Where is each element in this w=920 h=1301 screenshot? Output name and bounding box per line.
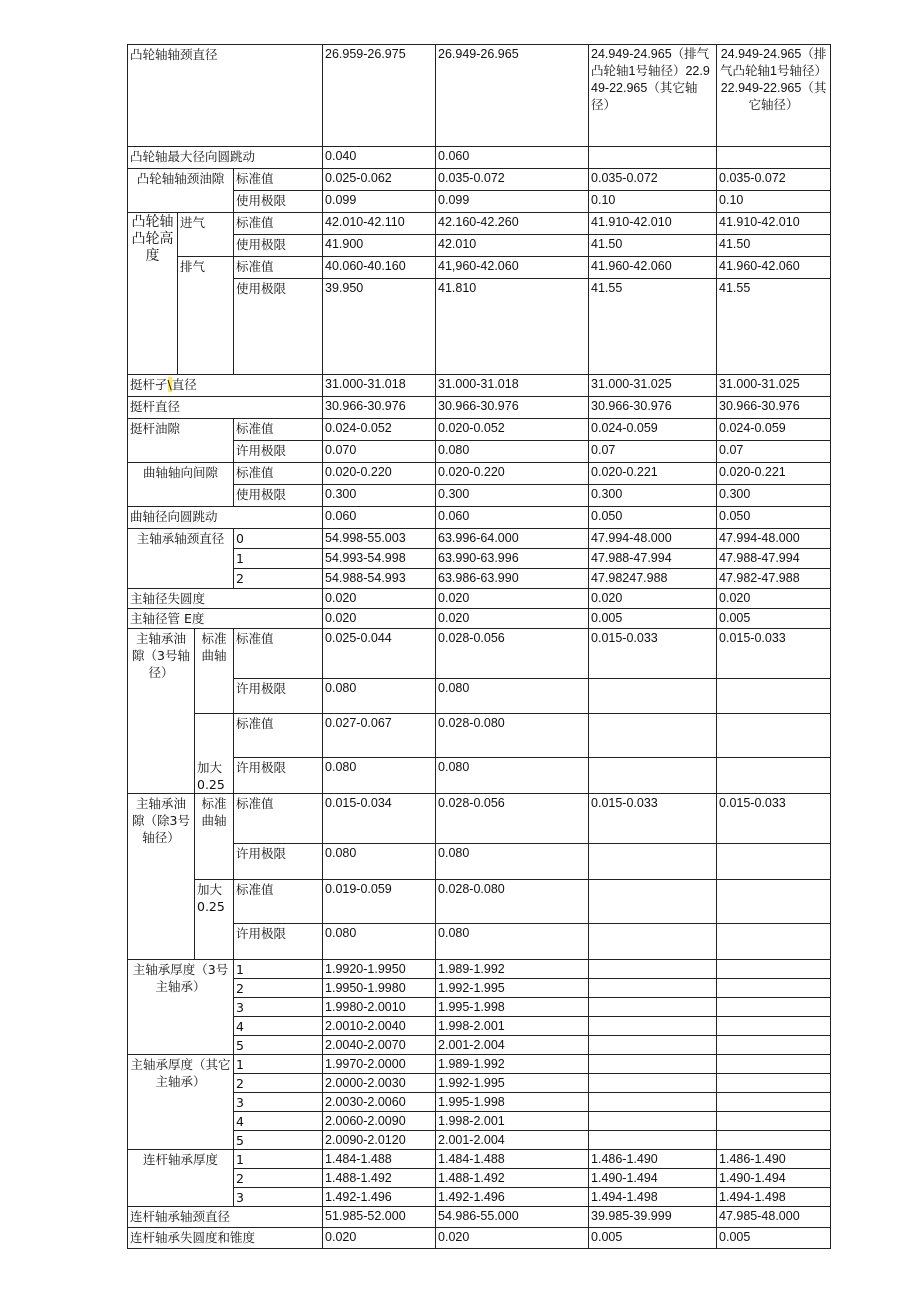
cell: 0.015-0.033: [717, 794, 831, 844]
row-label: 主轴径失圆度: [128, 589, 323, 609]
row-main-journal-1: [128, 549, 831, 569]
cell: 1.998-2.001: [436, 1017, 589, 1036]
cell: 39.985-39.999: [589, 1207, 717, 1228]
sub-label: 标准值: [234, 629, 323, 679]
sub-group-label: 加大0.25: [195, 714, 234, 794]
spec-table: [127, 44, 831, 1249]
sub-label: 4: [234, 1112, 323, 1131]
cell: 2.0090-2.0120: [323, 1131, 436, 1150]
row-rodbearing-1: [128, 1150, 831, 1169]
cell: 54.986-55.000: [436, 1207, 589, 1228]
row-label: [128, 375, 323, 397]
cell: 0.080: [323, 679, 436, 714]
sub-label: 1: [234, 960, 323, 979]
row-main-oil3-over-std: [128, 714, 831, 758]
cell: 0.060: [436, 507, 589, 529]
sub-label: 标准值: [234, 419, 323, 441]
cell: [717, 998, 831, 1017]
sub-group-label: 排气: [178, 257, 234, 375]
cell: 0.005: [589, 1228, 717, 1249]
row-bearingx-3: [128, 1093, 831, 1112]
cell: [717, 979, 831, 998]
cell: 0.005: [717, 609, 831, 629]
cell: 1.992-1.995: [436, 979, 589, 998]
cell: 2.001-2.004: [436, 1131, 589, 1150]
row-label: [128, 609, 323, 629]
cell: 41.50: [717, 235, 831, 257]
cell: 1.494-1.498: [589, 1188, 717, 1207]
cell: 47.988-47.994: [717, 549, 831, 569]
cell: 0.020-0.221: [717, 463, 831, 485]
row-tappet-diameter: [128, 397, 831, 419]
cell: [717, 679, 831, 714]
cell: [589, 960, 717, 979]
cell: 42.160-42.260: [436, 213, 589, 235]
cell: 1.488-1.492: [323, 1169, 436, 1188]
cell: [717, 758, 831, 794]
row-rodbearing-2: [128, 1169, 831, 1188]
row-label: 挺杆油隙: [128, 419, 234, 463]
cell: 1.9950-1.9980: [323, 979, 436, 998]
cell: 47.985-48.000: [717, 1207, 831, 1228]
cell: 63.996-64.000: [436, 529, 589, 549]
cell: 0.020: [717, 589, 831, 609]
row-rod-journal: [128, 1207, 831, 1228]
row-camshaft-oil-limit: [128, 191, 831, 213]
cell: 41.55: [717, 279, 831, 375]
sub-label: 使用极限: [234, 279, 323, 375]
cell: 30.966-30.976: [323, 397, 436, 419]
row-main-oilx-std: [128, 794, 831, 844]
cell: 2.001-2.004: [436, 1036, 589, 1055]
sub-label: 使用极限: [234, 191, 323, 213]
sub-label: 许用极限: [234, 844, 323, 880]
row-rodbearing-3: [128, 1188, 831, 1207]
row-label: 凸轮轴轴颈油隙: [128, 169, 234, 213]
cell: 0.020-0.052: [436, 419, 589, 441]
sub-label: 2: [234, 979, 323, 998]
row-lobe-exhaust-std: [128, 257, 831, 279]
sub-label: 标准值: [234, 257, 323, 279]
cell: 0.080: [436, 924, 589, 960]
row-camshaft-journal: [128, 45, 831, 147]
sub-group-label: 标准曲轴: [195, 794, 234, 880]
cell: 1.995-1.998: [436, 998, 589, 1017]
cell: 1.989-1.992: [436, 960, 589, 979]
sub-label: 标准值: [234, 794, 323, 844]
row-main-roundness: [128, 589, 831, 609]
cell: [589, 924, 717, 960]
cell: 0.025-0.044: [323, 629, 436, 679]
row-bearingx-5: [128, 1131, 831, 1150]
cell: 0.020: [436, 1228, 589, 1249]
row-label: 曲轴径向圆跳动: [128, 507, 323, 529]
cell: 0.099: [323, 191, 436, 213]
row-main-taper: [128, 609, 831, 629]
row-bearingx-4: [128, 1112, 831, 1131]
cell: 0.070: [323, 441, 436, 463]
cell: 31.000-31.025: [717, 375, 831, 397]
row-bearingx-2: [128, 1074, 831, 1093]
sub-label: 5: [234, 1131, 323, 1150]
cell: 0.300: [589, 485, 717, 507]
cell: 30.966-30.976: [589, 397, 717, 419]
cell: 0.10: [589, 191, 717, 213]
row-lobe-intake-std: [128, 213, 831, 235]
cell: 1.989-1.992: [436, 1055, 589, 1074]
cell: 41.810: [436, 279, 589, 375]
cell: 0.035-0.072: [436, 169, 589, 191]
cell: 31.000-31.018: [436, 375, 589, 397]
cell: 47.982-47.988: [717, 569, 831, 589]
cell: [717, 714, 831, 758]
sub-label: 标准值: [234, 714, 323, 758]
cell: 1.992-1.995: [436, 1074, 589, 1093]
row-bearing3-2: [128, 979, 831, 998]
cell: 26.949-26.965: [436, 45, 589, 147]
cell: [717, 960, 831, 979]
row-main-oilx-limit: [128, 844, 831, 880]
cell: 1.9920-1.9950: [323, 960, 436, 979]
row-bearing3-5: [128, 1036, 831, 1055]
cell: 0.020-0.220: [436, 463, 589, 485]
cell: 41.50: [589, 235, 717, 257]
row-label: 主轴承厚度（3号主轴承）: [128, 960, 234, 1055]
cell: [589, 758, 717, 794]
cell: 0.028-0.056: [436, 629, 589, 679]
cell: 41.910-42.010: [589, 213, 717, 235]
cell: 30.966-30.976: [436, 397, 589, 419]
cell: 0.020-0.221: [589, 463, 717, 485]
cell: [717, 1093, 831, 1112]
cell: 26.959-26.975: [323, 45, 436, 147]
cell: 0.015-0.033: [589, 794, 717, 844]
row-main-journal-2: [128, 569, 831, 589]
sub-label: 4: [234, 1017, 323, 1036]
cell: 1.492-1.496: [323, 1188, 436, 1207]
label-part: 直径: [171, 377, 197, 392]
sub-label: 3: [234, 1093, 323, 1112]
cell: 1.484-1.488: [436, 1150, 589, 1169]
sub-label: 1: [234, 549, 323, 569]
cell: [717, 844, 831, 880]
row-rod-roundness: [128, 1228, 831, 1249]
cell: [589, 147, 717, 169]
row-main-oil3-std: [128, 629, 831, 679]
cell: 0.060: [323, 507, 436, 529]
cell: 54.988-54.993: [323, 569, 436, 589]
sub-label: 2: [234, 569, 323, 589]
cell: 0.300: [717, 485, 831, 507]
cell: 1.995-1.998: [436, 1093, 589, 1112]
cell: 0.028-0.056: [436, 794, 589, 844]
row-label: 凸轮轴轴颈直径: [128, 45, 323, 147]
cell: [717, 1017, 831, 1036]
row-bearing3-1: [128, 960, 831, 979]
sub-label: 标准值: [234, 213, 323, 235]
cell: 0.07: [717, 441, 831, 463]
row-lobe-intake-limit: [128, 235, 831, 257]
cell: 0.020-0.220: [323, 463, 436, 485]
label-part: E度: [184, 611, 205, 626]
cell: [717, 1074, 831, 1093]
cell: 42.010: [436, 235, 589, 257]
cell: [717, 924, 831, 960]
cell: 0.020: [323, 589, 436, 609]
cell: [717, 1131, 831, 1150]
label-part: 挺杆孑: [130, 377, 168, 392]
sub-label: 2: [234, 1074, 323, 1093]
sub-label: 1: [234, 1055, 323, 1074]
sub-label: 使用极限: [234, 485, 323, 507]
row-bearingx-1: [128, 1055, 831, 1074]
cell: 47.994-48.000: [717, 529, 831, 549]
row-camshaft-runout: [128, 147, 831, 169]
cell: [717, 1036, 831, 1055]
cell: [589, 1055, 717, 1074]
sub-label: 0: [234, 529, 323, 549]
cell: 0.024-0.059: [589, 419, 717, 441]
cell: 30.966-30.976: [717, 397, 831, 419]
sub-label: 许用极限: [234, 441, 323, 463]
cell: 0.005: [717, 1228, 831, 1249]
cell: 63.990-63.996: [436, 549, 589, 569]
row-main-journal-0: [128, 529, 831, 549]
cell: [589, 1112, 717, 1131]
cell: 0.020: [589, 589, 717, 609]
cell: 1.486-1.490: [589, 1150, 717, 1169]
cell: 0.028-0.080: [436, 714, 589, 758]
cell: 0.080: [436, 758, 589, 794]
sub-label: 2: [234, 1169, 323, 1188]
cell: 1.490-1.494: [717, 1169, 831, 1188]
cell: [589, 714, 717, 758]
row-camshaft-oil-std: [128, 169, 831, 191]
cell: 63.986-63.990: [436, 569, 589, 589]
cell: 1.9980-2.0010: [323, 998, 436, 1017]
row-label: 凸轮轴凸轮高度: [128, 213, 178, 375]
cell: 0.015-0.034: [323, 794, 436, 844]
cell: 47.98247.988: [589, 569, 717, 589]
row-label: 曲轴轴向间隙: [128, 463, 234, 507]
row-tappet-bore: [128, 375, 831, 397]
label-part: 主轴径管: [130, 611, 181, 626]
cell: 0.040: [323, 147, 436, 169]
cell: 0.027-0.067: [323, 714, 436, 758]
cell: [589, 844, 717, 880]
cell: 0.020: [436, 589, 589, 609]
row-label: 主轴承油隙（3号轴径）: [128, 629, 195, 794]
cell: 2.0030-2.0060: [323, 1093, 436, 1112]
cell: 0.080: [436, 679, 589, 714]
cell: 0.024-0.052: [323, 419, 436, 441]
cell: [589, 998, 717, 1017]
cell: 1.484-1.488: [323, 1150, 436, 1169]
row-main-oil3-limit: [128, 679, 831, 714]
row-lobe-exhaust-limit: [128, 279, 831, 375]
row-bearing3-4: [128, 1017, 831, 1036]
row-label: 连杆轴承厚度: [128, 1150, 234, 1207]
cell: 0.005: [589, 609, 717, 629]
sub-label: 许用极限: [234, 758, 323, 794]
cell: 0.020: [323, 1228, 436, 1249]
cell: 41.910-42.010: [717, 213, 831, 235]
cell: 40.060-40.160: [323, 257, 436, 279]
cell: 1.492-1.496: [436, 1188, 589, 1207]
cell: [589, 679, 717, 714]
row-crank-runout: [128, 507, 831, 529]
cell: [589, 1036, 717, 1055]
cell: 31.000-31.025: [589, 375, 717, 397]
cell: 0.080: [323, 758, 436, 794]
cell: 2.0000-2.0030: [323, 1074, 436, 1093]
cell: 2.0060-2.0090: [323, 1112, 436, 1131]
cell: 0.020: [436, 609, 589, 629]
cell: [717, 1112, 831, 1131]
cell: [589, 1093, 717, 1112]
sub-label: 5: [234, 1036, 323, 1055]
row-label: 连杆轴承轴颈直径: [128, 1207, 323, 1228]
cell: 24.949-24.965（排气凸轮轴1号轴径）22.949-22.965（其它轴径）: [589, 45, 717, 147]
cell: 0.10: [717, 191, 831, 213]
cell: 0.015-0.033: [717, 629, 831, 679]
cell: 1.488-1.492: [436, 1169, 589, 1188]
row-label: 主轴承油隙（除3号轴径）: [128, 794, 195, 960]
sub-group-label: 加大0.25: [195, 880, 234, 960]
cell: 41.960-42.060: [589, 257, 717, 279]
cell: [589, 1074, 717, 1093]
cell: [589, 979, 717, 998]
cell: 0.050: [717, 507, 831, 529]
cell: [589, 1017, 717, 1036]
row-bearing3-3: [128, 998, 831, 1017]
cell: [717, 880, 831, 924]
sub-label: 标准值: [234, 169, 323, 191]
cell: 42.010-42.110: [323, 213, 436, 235]
cell: 0.300: [323, 485, 436, 507]
sub-label: 许用极限: [234, 679, 323, 714]
sub-group-label: 标准曲轴: [195, 629, 234, 714]
cell: 0.024-0.059: [717, 419, 831, 441]
row-main-oilx-over-limit: [128, 924, 831, 960]
cell: 0.035-0.072: [589, 169, 717, 191]
cell: 0.020: [323, 609, 436, 629]
cell: 54.998-55.003: [323, 529, 436, 549]
sub-label: 标准值: [234, 463, 323, 485]
row-tappet-oil-limit: [128, 441, 831, 463]
cell: 47.994-48.000: [589, 529, 717, 549]
cell: 41.55: [589, 279, 717, 375]
cell: 0.080: [323, 844, 436, 880]
row-crank-axial-limit: [128, 485, 831, 507]
cell: 0.015-0.033: [589, 629, 717, 679]
cell: 54.993-54.998: [323, 549, 436, 569]
sub-group-label: 进气: [178, 213, 234, 257]
cell: 1.490-1.494: [589, 1169, 717, 1188]
cell: 0.060: [436, 147, 589, 169]
cell: 41.900: [323, 235, 436, 257]
cell: 1.998-2.001: [436, 1112, 589, 1131]
cell: 0.050: [589, 507, 717, 529]
row-label: 凸轮轴最大径向圆跳动: [128, 147, 323, 169]
sub-label: 使用极限: [234, 235, 323, 257]
row-label: 连杆轴承失圆度和锥度: [128, 1228, 323, 1249]
row-tappet-oil-std: [128, 419, 831, 441]
cell: 0.099: [436, 191, 589, 213]
cell: 39.950: [323, 279, 436, 375]
cell: 0.080: [323, 924, 436, 960]
cell: [717, 1055, 831, 1074]
cell: [589, 1131, 717, 1150]
sub-label: 标准值: [234, 880, 323, 924]
cell: 2.0010-2.0040: [323, 1017, 436, 1036]
cell: 1.486-1.490: [717, 1150, 831, 1169]
cell: 0.028-0.080: [436, 880, 589, 924]
row-label: 挺杆直径: [128, 397, 323, 419]
highlight-mark: \: [167, 377, 172, 392]
cell: [717, 147, 831, 169]
sub-label: 1: [234, 1150, 323, 1169]
cell: 1.9970-2.0000: [323, 1055, 436, 1074]
cell: 1.494-1.498: [717, 1188, 831, 1207]
row-main-oilx-over-std: [128, 880, 831, 924]
cell: 31.000-31.018: [323, 375, 436, 397]
cell: 0.080: [436, 441, 589, 463]
cell: 0.07: [589, 441, 717, 463]
cell: 41.960-42.060: [717, 257, 831, 279]
cell: 51.985-52.000: [323, 1207, 436, 1228]
sub-label: 3: [234, 998, 323, 1017]
row-main-oil3-over-limit: [128, 758, 831, 794]
cell: 0.035-0.072: [717, 169, 831, 191]
cell: 41,960-42.060: [436, 257, 589, 279]
cell: 2.0040-2.0070: [323, 1036, 436, 1055]
cell: 0.025-0.062: [323, 169, 436, 191]
cell: 24.949-24.965（排气凸轮轴1号轴径）22.949-22.965（其它轴径）: [717, 45, 831, 147]
row-crank-axial-std: [128, 463, 831, 485]
cell: 47.988-47.994: [589, 549, 717, 569]
row-label: 主轴承轴颈直径: [128, 529, 234, 589]
sub-label: 许用极限: [234, 924, 323, 960]
cell: 0.019-0.059: [323, 880, 436, 924]
cell: 0.080: [436, 844, 589, 880]
cell: [589, 880, 717, 924]
row-label: 主轴承厚度（其它主轴承）: [128, 1055, 234, 1150]
cell: 0.300: [436, 485, 589, 507]
sub-label: 3: [234, 1188, 323, 1207]
